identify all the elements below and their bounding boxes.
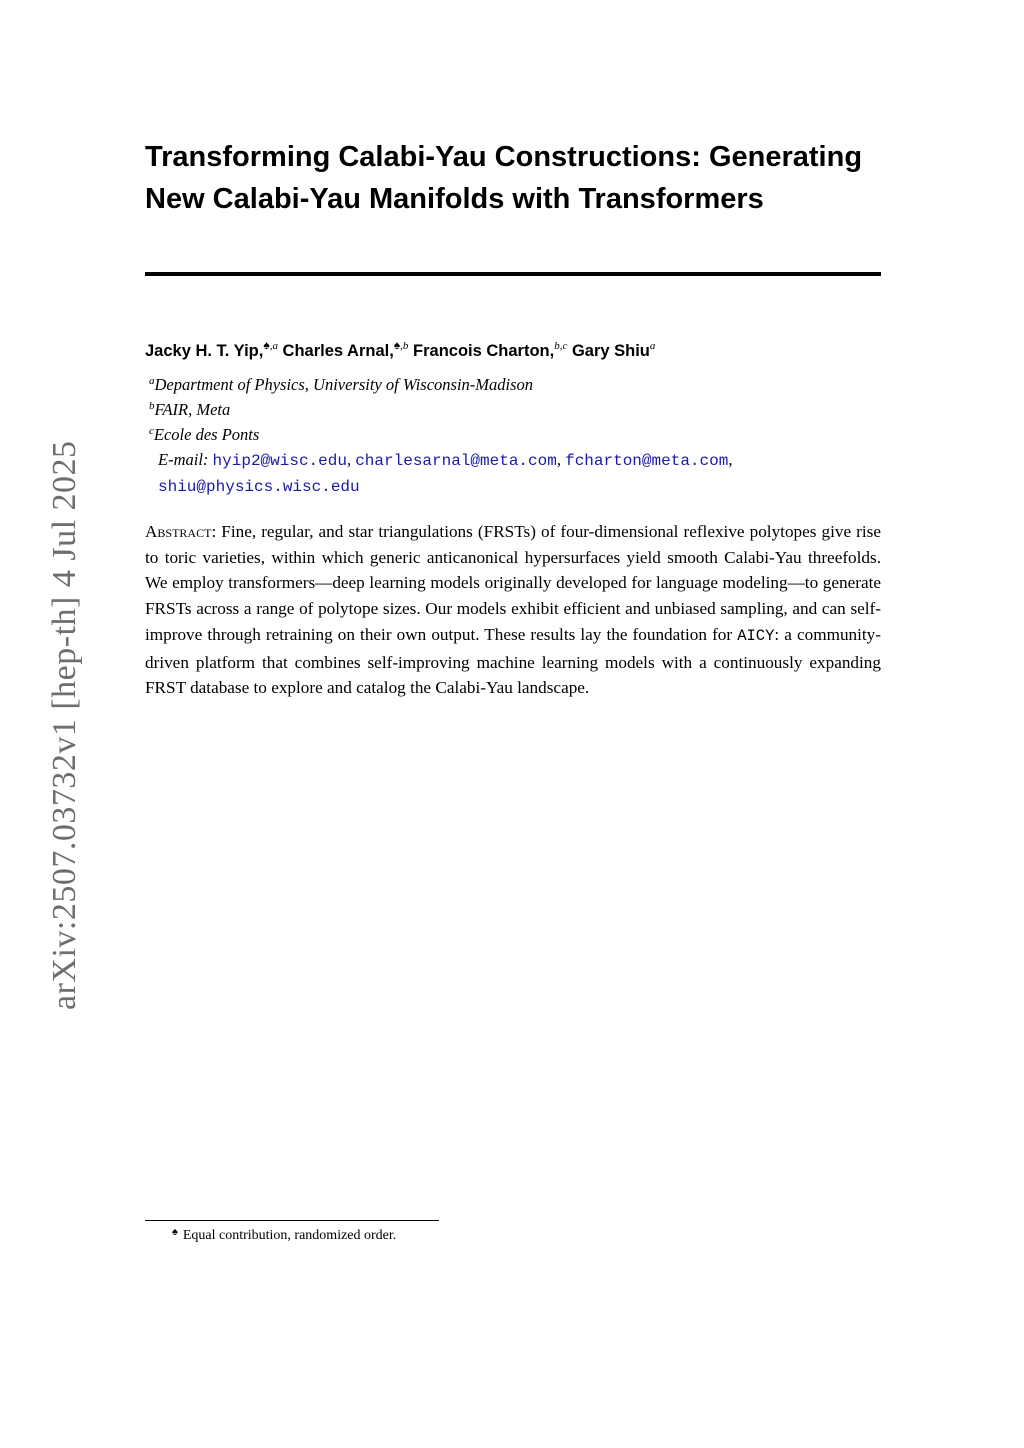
title-divider [145,272,881,276]
author-name: Gary Shiu [571,342,650,360]
author-name: Charles Arnal, [282,342,394,360]
footnote-divider [145,1220,439,1221]
email-line: E-mail: hyip2@wisc.edu, charlesarnal@meta.com, fcharton@meta.com, [158,450,733,470]
email-link[interactable]: hyip2@wisc.edu [212,452,347,470]
affiliation-item: $^a$Department of Physics, University of Wisconsin-Madison [149,375,534,394]
spade-icon: ♠ [263,338,270,352]
abstract-label: Abstract [145,522,212,541]
footnote-text: Equal contribution, randomized order. [182,1228,397,1243]
author-affiliation-marker: ♠,b [393,338,409,352]
email-line [158,476,360,496]
author-name: Jacky H. T. Yip, [145,342,264,360]
email-link[interactable]: charlesarnal@meta.com [355,452,557,470]
author-affiliation-marker: a [649,340,656,352]
author-affiliation-marker: b,c [554,340,568,352]
affiliation-item: $^c$Ecole des Ponts [149,425,260,444]
paper-title [145,136,885,220]
spade-icon: ♠ [172,1226,178,1238]
affiliation-item: $^b$FAIR, Meta [149,400,231,419]
abstract-text: : a community-driven platform that combines self-improving machine learning models with a continuously expanding FRST database to explore and catalog the Calabi-Yau landscape. [145,624,881,698]
spade-icon: ♠ [393,338,401,352]
aicy-code: AICY [737,626,775,645]
abstract-text: Fine, regular, and star triangulations (FRSTs) of four-dimensional reflexive polytopes give rise to toric varieties, within which generic anticanonical hypersurfaces yield smooth Calabi-Yau threefolds. We employ transformers—deep learning models originally developed for language modeling—to generate FRSTs across a range of polytope sizes. Our models exhibit efficient and unbiased sampling, and can self-improve through retraining on their own output. These results lay the foundation for [145,522,881,644]
author-affiliation-marker: ♠,a [263,338,278,352]
email-label: E-mail: [158,450,209,469]
paper-title-line-1: Transforming Calabi-Yau Constructions: Generating [145,141,863,173]
email-link[interactable]: shiu@physics.wisc.edu [158,478,360,496]
author-name: Francois Charton, [413,342,555,360]
abstract-paragraph: Abstract: Fine, regular, and star triangulations (FRSTs) of four-dimensional reflexive polytopes give rise to toric varieties, within which generic anticanonical hypersurfaces yield smooth Calabi-Yau threefolds. We employ transformers—deep learning models originally developed for language modeling—to generate FRSTs across a range of polytope sizes. Our models exhibit efficient and unbiased sampling, and can self-improve through retraining on their own output. These results lay the foundation for AICY: a community-driven platform that combines self-improving machine learning models with a continuously expanding FRST database to explore and catalog the Calabi-Yau landscape. [145,522,881,698]
email-link[interactable]: fcharton@meta.com [565,452,729,470]
footnote [172,1226,396,1244]
arxiv-identifier-stamp: arXiv:2507.03732v1 [hep-th] 4 Jul 2025 [46,440,83,1010]
paper-title-line-2: New Calabi-Yau Manifolds with Transformers [145,183,764,215]
author-list [145,338,656,361]
